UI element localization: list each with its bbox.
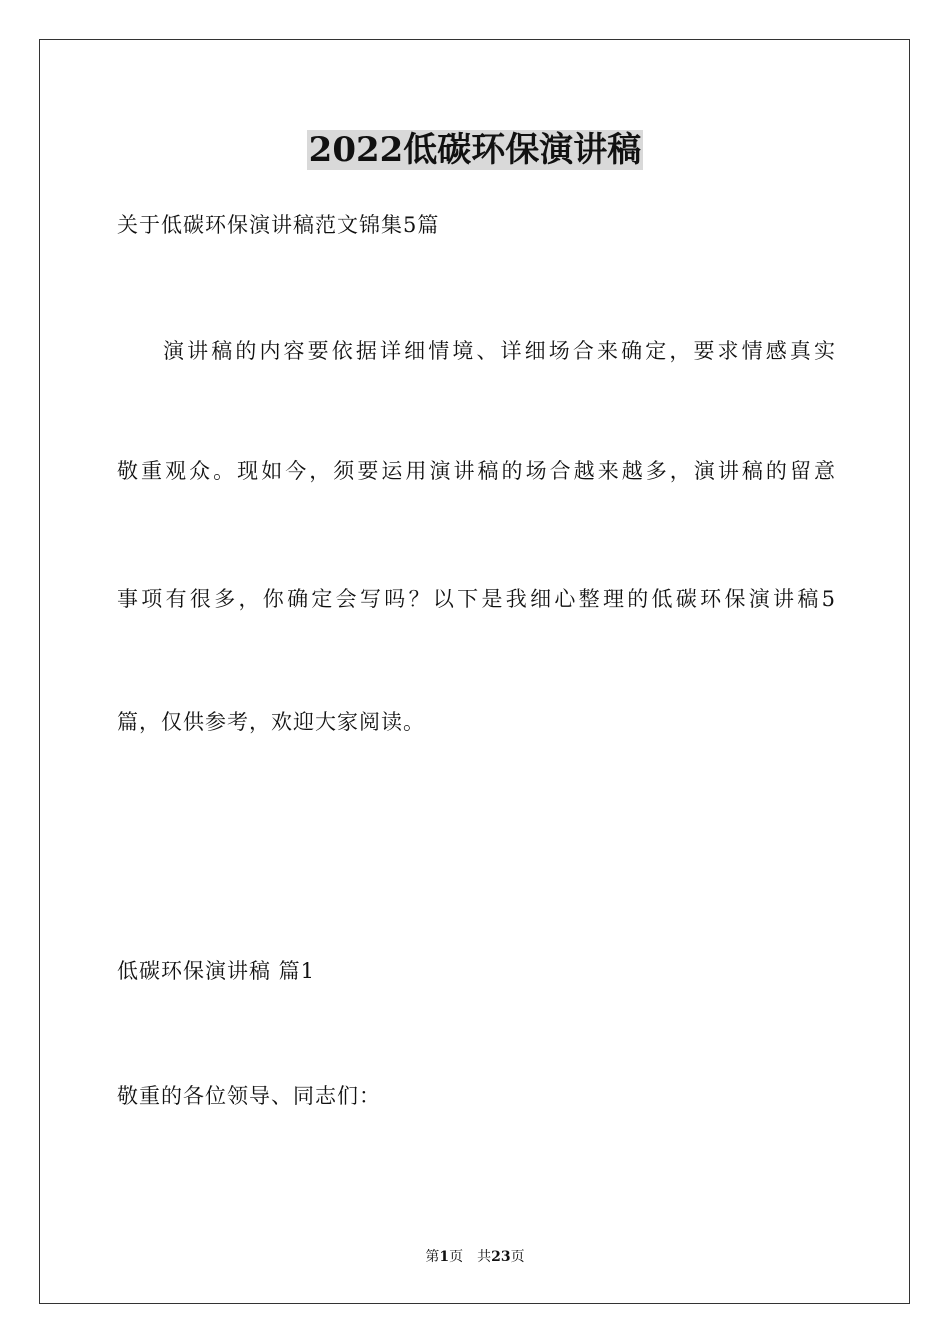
document-subtitle: 关于低碳环保演讲稿范文锦集5篇	[117, 213, 440, 237]
intro-line-1: 演讲稿的内容要依据详细情境、详细场合来确定，要求情感真实	[163, 339, 835, 363]
footer-total-prefix: 共	[477, 1249, 492, 1265]
footer-page-prefix: 第	[425, 1249, 440, 1265]
intro-line-3: 事项有很多，你确定会写吗？以下是我细心整理的低碳环保演讲稿5	[117, 587, 835, 611]
salutation: 敬重的各位领导、同志们：	[117, 1084, 381, 1108]
page-footer	[0, 1247, 950, 1267]
footer-total-suffix: 页	[510, 1249, 525, 1265]
footer-total-pages: 23	[491, 1249, 511, 1265]
intro-line-2: 敬重观众。现如今，须要运用演讲稿的场合越来越多，演讲稿的留意	[117, 459, 835, 483]
footer-page-number: 1	[439, 1249, 450, 1265]
section-heading: 低碳环保演讲稿 篇1	[117, 959, 316, 983]
intro-line-4: 篇，仅供参考，欢迎大家阅读。	[117, 710, 425, 734]
footer-page-suffix: 页	[449, 1249, 464, 1265]
document-title	[0, 128, 950, 172]
document-title-text: 2022低碳环保演讲稿	[308, 130, 642, 170]
